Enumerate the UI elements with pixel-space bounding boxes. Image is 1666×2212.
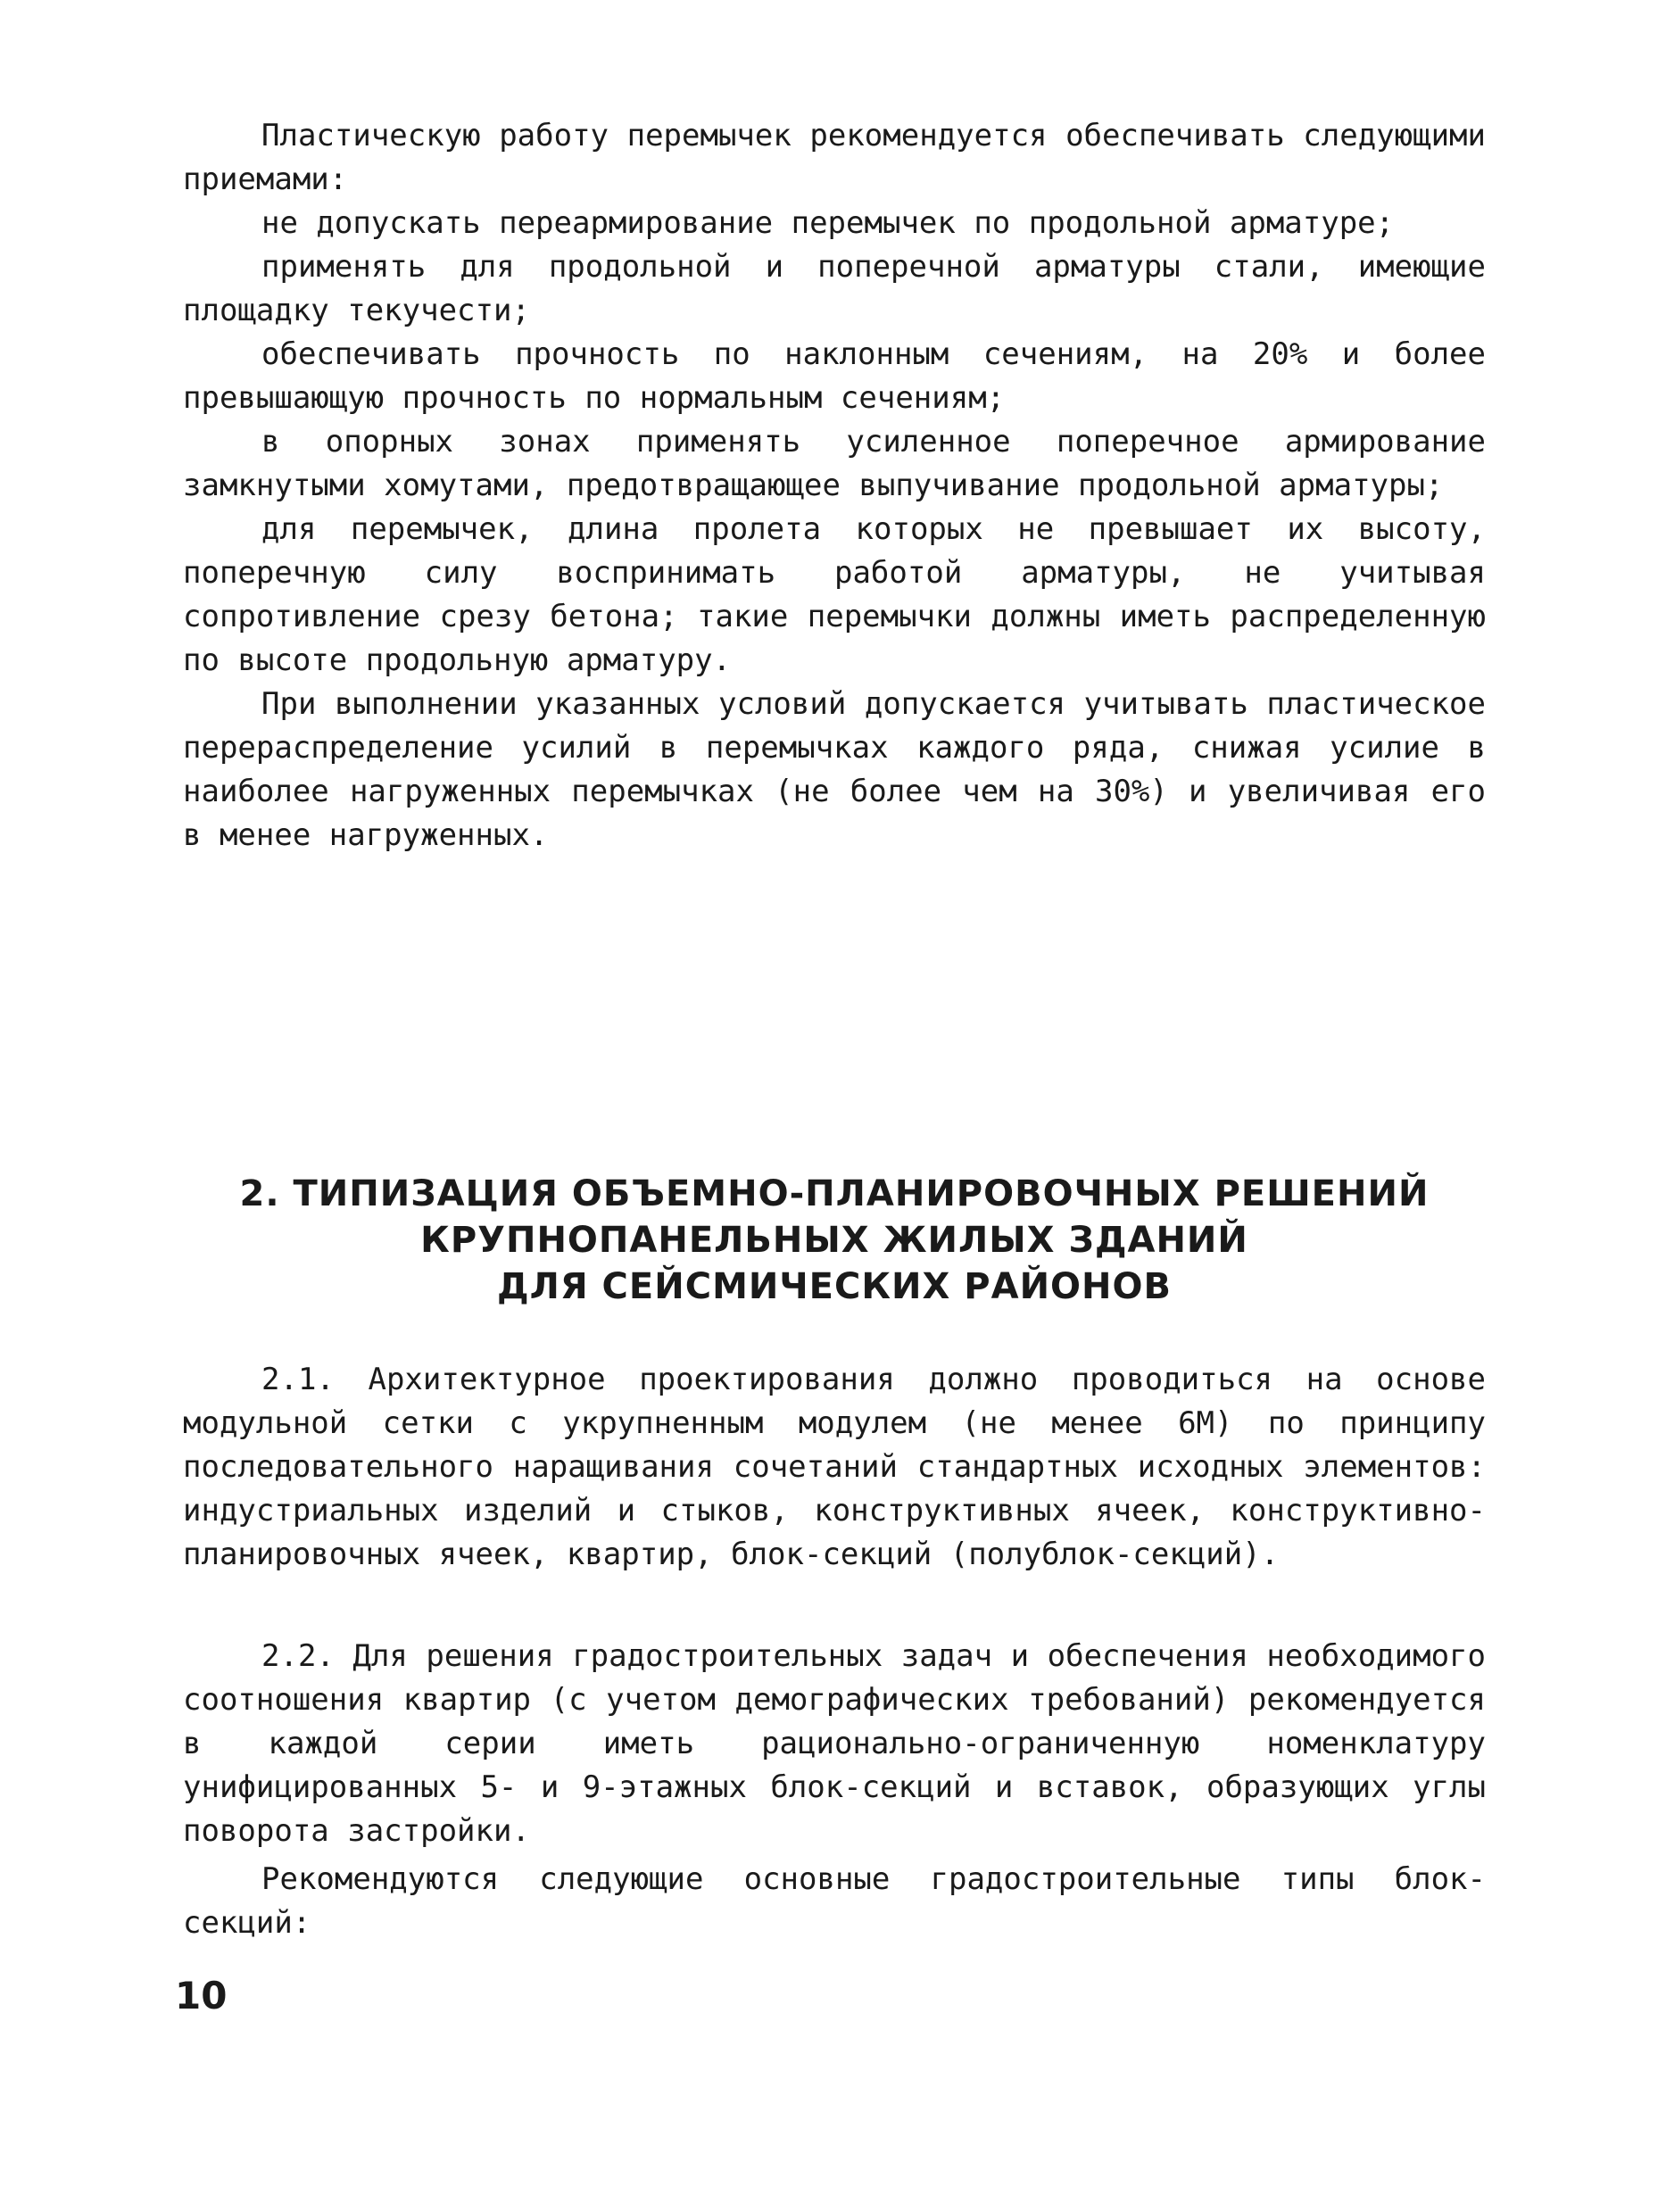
heading-line: ДЛЯ СЕЙСМИЧЕСКИХ РАЙОНОВ <box>496 1266 1173 1307</box>
paragraph-2-1-text: 2.1. Архитектурное проектирования должно проводиться на основе модульной сетки с укрупненным модулем (не менее 6М) по принципу последовательного наращивания сочетаний стандартных исходных элементов: индустриальных изделий и стыков, конструктивных ячеек, конструктивно-планировочных ячеек, квартир, блок-секций (полублок-секций). <box>183 1362 1486 1572</box>
paragraph-types-text: Рекомендуются следующие основные градостроительные типы блок-секций: <box>183 1861 1486 1941</box>
section-heading <box>183 1171 1486 1310</box>
paragraph-2-2-text: 2.2. Для решения градостроительных задач и обеспечения необходимого соотношения квартир (с учетом демографических требований) рекомендуется в каждой серии иметь рационально-ограниченную номенклатуру унифицированных 5- и 9-этажных блок-секций и вставок, образующих углы поворота застройки. <box>183 1638 1486 1849</box>
heading-line: 2. ТИПИЗАЦИЯ ОБЪЕМНО-ПЛАНИРОВОЧНЫХ РЕШЕНИЙ <box>239 1173 1430 1214</box>
paragraph-2-2 <box>183 1635 1486 1853</box>
conclusion-paragraph: При выполнении указанных условий допускается учитывать пластическое перераспределение усилий в перемычках каждого ряда, снижая усилие в наиболее нагруженных перемычках (не более чем на 30%) и увеличивая его в менее нагруженных. <box>183 686 1486 853</box>
list-item: не допускать переармирование перемычек по продольной арматуре; <box>261 205 1395 241</box>
list-item: в опорных зонах применять усиленное поперечное армирование замкнутыми хомутами, предотвращающее выпучивание продольной арматуры; <box>183 424 1486 503</box>
list-item: для перемычек, длина пролета которых не превышает их высоту, поперечную силу воспринимать работой арматуры, не учитывая сопротивление срезу бетона; такие перемычки должны иметь распределенную по высоте продольную арматуру. <box>183 511 1486 678</box>
page-number: 10 <box>175 1974 228 2017</box>
intro-paragraph: Пластическую работу перемычек рекомендуется обеспечивать следующими приемами: <box>183 118 1486 197</box>
heading-line: КРУПНОПАНЕЛЬНЫХ ЖИЛЫХ ЗДАНИЙ <box>420 1220 1248 1261</box>
paragraph-types <box>183 1858 1486 1945</box>
list-item: обеспечивать прочность по наклонным сечениям, на 20% и более превышающую прочность по нормальным сечениям; <box>183 336 1486 416</box>
section1-text <box>183 114 1486 857</box>
list-item: применять для продольной и поперечной арматуры стали, имеющие площадку текучести; <box>183 249 1486 328</box>
paragraph-2-1 <box>183 1358 1486 1577</box>
